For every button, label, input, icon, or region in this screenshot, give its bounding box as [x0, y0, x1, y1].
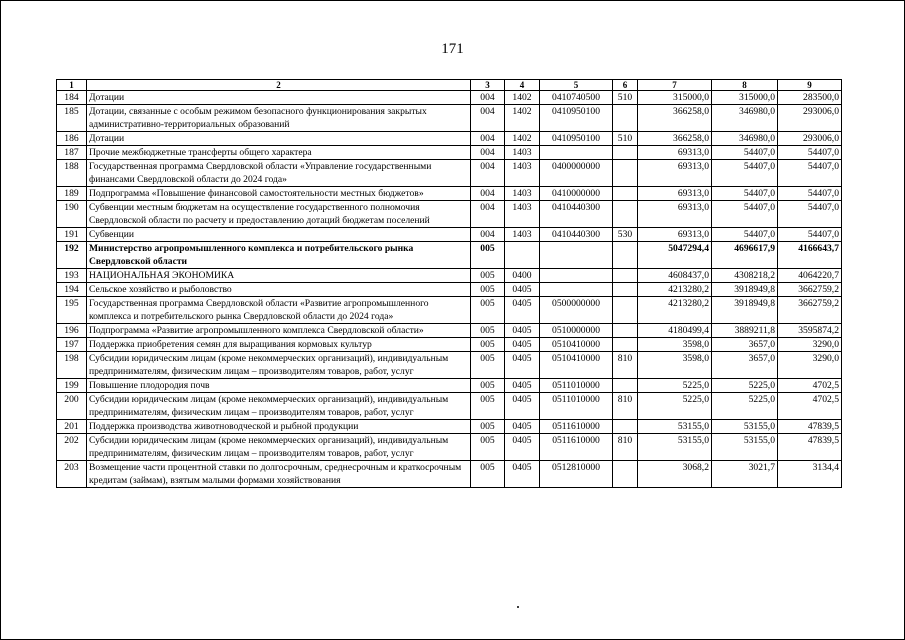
col3-code: 004 [471, 105, 505, 132]
col5-target-article: 0410440300 [540, 228, 613, 242]
amount-col8: 346980,0 [712, 105, 778, 132]
col-header: 9 [778, 80, 842, 91]
col4-section: 1403 [505, 146, 540, 160]
col4-section: 0400 [505, 269, 540, 283]
table-row [57, 269, 842, 283]
col6-expense-type: 810 [613, 352, 638, 379]
row-name: Дотации [87, 91, 471, 105]
amount-col8: 315000,0 [712, 91, 778, 105]
row-name: Поддержка приобретения семян для выращивания кормовых культур [87, 338, 471, 352]
table-row [57, 324, 842, 338]
row-number: 197 [57, 338, 87, 352]
amount-col7: 4180499,4 [638, 324, 712, 338]
row-number: 189 [57, 187, 87, 201]
table-row [57, 393, 842, 420]
amount-col7: 366258,0 [638, 132, 712, 146]
col4-section: 1402 [505, 132, 540, 146]
row-name: Поддержка производства животноводческой и рыбной продукции [87, 420, 471, 434]
col6-expense-type: 530 [613, 228, 638, 242]
col4-section: 0405 [505, 379, 540, 393]
amount-col9: 3290,0 [778, 352, 842, 379]
amount-col8: 54407,0 [712, 201, 778, 228]
row-number: 185 [57, 105, 87, 132]
col4-section [505, 242, 540, 269]
col3-code: 005 [471, 434, 505, 461]
amount-col8: 3657,0 [712, 338, 778, 352]
col4-section: 0405 [505, 352, 540, 379]
amount-col8: 54407,0 [712, 228, 778, 242]
col5-target-article: 0510000000 [540, 324, 613, 338]
col5-target-article: 0511610000 [540, 420, 613, 434]
row-number: 188 [57, 160, 87, 187]
amount-col8: 54407,0 [712, 146, 778, 160]
col6-expense-type [613, 420, 638, 434]
col6-expense-type [613, 160, 638, 187]
col5-target-article: 0511010000 [540, 379, 613, 393]
col-header: 6 [613, 80, 638, 91]
col5-target-article: 0410440300 [540, 201, 613, 228]
table-row [57, 379, 842, 393]
col6-expense-type [613, 461, 638, 488]
amount-col8: 3889211,8 [712, 324, 778, 338]
row-number: 203 [57, 461, 87, 488]
table-row [57, 105, 842, 132]
amount-col8: 54407,0 [712, 187, 778, 201]
col4-section: 1403 [505, 160, 540, 187]
row-number: 199 [57, 379, 87, 393]
amount-col8: 4696617,9 [712, 242, 778, 269]
col4-section: 0405 [505, 420, 540, 434]
row-number: 195 [57, 297, 87, 324]
col3-code: 004 [471, 201, 505, 228]
row-name: Прочие межбюджетные трансферты общего характера [87, 146, 471, 160]
col3-code: 005 [471, 242, 505, 269]
col6-expense-type [613, 297, 638, 324]
amount-col9: 54407,0 [778, 187, 842, 201]
col6-expense-type: 810 [613, 434, 638, 461]
col4-section: 0405 [505, 338, 540, 352]
amount-col8: 54407,0 [712, 160, 778, 187]
amount-col7: 4608437,0 [638, 269, 712, 283]
col5-target-article: 0511010000 [540, 393, 613, 420]
amount-col9: 54407,0 [778, 228, 842, 242]
row-number: 202 [57, 434, 87, 461]
col6-expense-type: 810 [613, 393, 638, 420]
amount-col9: 4702,5 [778, 379, 842, 393]
col3-code: 004 [471, 91, 505, 105]
col6-expense-type [613, 338, 638, 352]
row-number: 194 [57, 283, 87, 297]
amount-col7: 366258,0 [638, 105, 712, 132]
table-row [57, 228, 842, 242]
amount-col9: 3290,0 [778, 338, 842, 352]
col5-target-article [540, 269, 613, 283]
row-name: Субвенции местным бюджетам на осуществление государственного полномочия Свердловской области по расчету и предоставлению дотаций бюджетам поселений [87, 201, 471, 228]
amount-col8: 5225,0 [712, 393, 778, 420]
col3-code: 005 [471, 269, 505, 283]
amount-col7: 5225,0 [638, 379, 712, 393]
col-header: 3 [471, 80, 505, 91]
row-name: Подпрограмма «Повышение финансовой самостоятельности местных бюджетов» [87, 187, 471, 201]
col4-section: 0405 [505, 461, 540, 488]
col6-expense-type [613, 324, 638, 338]
row-number: 186 [57, 132, 87, 146]
col-header: 2 [87, 80, 471, 91]
col4-section: 1403 [505, 187, 540, 201]
col3-code: 004 [471, 132, 505, 146]
col-header: 1 [57, 80, 87, 91]
amount-col9: 293006,0 [778, 132, 842, 146]
table-row [57, 297, 842, 324]
amount-col8: 3918949,8 [712, 283, 778, 297]
table-row [57, 201, 842, 228]
amount-col7: 69313,0 [638, 187, 712, 201]
col4-section: 0405 [505, 393, 540, 420]
amount-col7: 69313,0 [638, 228, 712, 242]
row-name: Государственная программа Свердловской области «Управление государственными финансами Свердловской области до 2024 года» [87, 160, 471, 187]
table-row [57, 352, 842, 379]
amount-col8: 346980,0 [712, 132, 778, 146]
table-row [57, 338, 842, 352]
page-number: 171 [441, 41, 464, 57]
amount-col9: 4064220,7 [778, 269, 842, 283]
amount-col9: 293006,0 [778, 105, 842, 132]
amount-col8: 3918949,8 [712, 297, 778, 324]
col6-expense-type [613, 187, 638, 201]
table-row [57, 434, 842, 461]
amount-col9: 4702,5 [778, 393, 842, 420]
col-header: 5 [540, 80, 613, 91]
col5-target-article: 0500000000 [540, 297, 613, 324]
col5-target-article: 0410950100 [540, 132, 613, 146]
row-name: Повышение плодородия почв [87, 379, 471, 393]
col5-target-article: 0512810000 [540, 461, 613, 488]
col5-target-article: 0510410000 [540, 338, 613, 352]
row-number: 201 [57, 420, 87, 434]
amount-col8: 53155,0 [712, 434, 778, 461]
col6-expense-type: 510 [613, 132, 638, 146]
row-name: Субсидии юридическим лицам (кроме некоммерческих организаций), индивидуальным предпринимателям, физическим лицам – производителям товаров, работ, услуг [87, 393, 471, 420]
col3-code: 005 [471, 324, 505, 338]
col3-code: 004 [471, 160, 505, 187]
col-header: 8 [712, 80, 778, 91]
col4-section: 0405 [505, 434, 540, 461]
col4-section: 1402 [505, 91, 540, 105]
col6-expense-type [613, 283, 638, 297]
col5-target-article: 0510410000 [540, 352, 613, 379]
col3-code: 004 [471, 228, 505, 242]
amount-col7: 315000,0 [638, 91, 712, 105]
amount-col7: 5047294,4 [638, 242, 712, 269]
col3-code: 005 [471, 297, 505, 324]
col6-expense-type [613, 269, 638, 283]
amount-col9: 4166643,7 [778, 242, 842, 269]
col-header: 7 [638, 80, 712, 91]
row-number: 200 [57, 393, 87, 420]
table-row [57, 160, 842, 187]
col5-target-article [540, 242, 613, 269]
amount-col7: 53155,0 [638, 420, 712, 434]
amount-col7: 3598,0 [638, 338, 712, 352]
col3-code: 004 [471, 187, 505, 201]
amount-col7: 69313,0 [638, 146, 712, 160]
row-name: Министерство агропромышленного комплекса и потребительского рынка Свердловской области [87, 242, 471, 269]
amount-col8: 53155,0 [712, 420, 778, 434]
col6-expense-type [613, 105, 638, 132]
col-header: 4 [505, 80, 540, 91]
col5-target-article [540, 283, 613, 297]
row-name: Дотации [87, 132, 471, 146]
header-row [57, 80, 842, 91]
row-number: 192 [57, 242, 87, 269]
col4-section: 1403 [505, 228, 540, 242]
row-name: Государственная программа Свердловской области «Развитие агропромышленного комплекса и потребительского рынка Свердловской области до 2024 года» [87, 297, 471, 324]
amount-col7: 53155,0 [638, 434, 712, 461]
col5-target-article: 0410000000 [540, 187, 613, 201]
col4-section: 1402 [505, 105, 540, 132]
amount-col7: 3598,0 [638, 352, 712, 379]
col3-code: 005 [471, 379, 505, 393]
col4-section: 0405 [505, 324, 540, 338]
row-name: Субсидии юридическим лицам (кроме некоммерческих организаций), индивидуальным предпринимателям, физическим лицам – производителям товаров, работ, услуг [87, 352, 471, 379]
amount-col9: 54407,0 [778, 146, 842, 160]
budget-table [56, 79, 842, 488]
stray-dot [517, 606, 519, 608]
row-name: НАЦИОНАЛЬНАЯ ЭКОНОМИКА [87, 269, 471, 283]
row-number: 184 [57, 91, 87, 105]
amount-col9: 3662759,2 [778, 283, 842, 297]
col3-code: 004 [471, 146, 505, 160]
col4-section: 0405 [505, 297, 540, 324]
row-number: 187 [57, 146, 87, 160]
col3-code: 005 [471, 352, 505, 379]
col6-expense-type [613, 242, 638, 269]
col5-target-article: 0400000000 [540, 160, 613, 187]
table-row [57, 420, 842, 434]
table-row [57, 146, 842, 160]
table-row [57, 283, 842, 297]
col4-section: 1403 [505, 201, 540, 228]
col5-target-article [540, 146, 613, 160]
amount-col7: 4213280,2 [638, 283, 712, 297]
row-name: Подпрограмма «Развитие агропромышленного комплекса Свердловской области» [87, 324, 471, 338]
table-row [57, 132, 842, 146]
amount-col8: 3021,7 [712, 461, 778, 488]
row-name: Сельское хозяйство и рыболовство [87, 283, 471, 297]
col6-expense-type [613, 201, 638, 228]
col3-code: 005 [471, 461, 505, 488]
amount-col7: 69313,0 [638, 201, 712, 228]
col5-target-article: 0511610000 [540, 434, 613, 461]
amount-col9: 54407,0 [778, 160, 842, 187]
row-name: Субсидии юридическим лицам (кроме некоммерческих организаций), индивидуальным предпринимателям, физическим лицам – производителям товаров, работ, услуг [87, 434, 471, 461]
row-name: Дотации, связанные с особым режимом безопасного функционирования закрытых административно-территориальных образований [87, 105, 471, 132]
col6-expense-type: 510 [613, 91, 638, 105]
table-row [57, 187, 842, 201]
amount-col9: 283500,0 [778, 91, 842, 105]
table-row [57, 242, 842, 269]
col3-code: 005 [471, 338, 505, 352]
amount-col7: 69313,0 [638, 160, 712, 187]
amount-col9: 3595874,2 [778, 324, 842, 338]
amount-col9: 47839,5 [778, 420, 842, 434]
row-number: 196 [57, 324, 87, 338]
amount-col8: 3657,0 [712, 352, 778, 379]
row-name: Возмещение части процентной ставки по долгосрочным, среднесрочным и краткосрочным кредитам (займам), взятым малыми формами хозяйствования [87, 461, 471, 488]
row-number: 191 [57, 228, 87, 242]
col4-section: 0405 [505, 283, 540, 297]
col3-code: 005 [471, 283, 505, 297]
amount-col8: 5225,0 [712, 379, 778, 393]
amount-col9: 3662759,2 [778, 297, 842, 324]
col6-expense-type [613, 146, 638, 160]
amount-col7: 5225,0 [638, 393, 712, 420]
amount-col7: 4213280,2 [638, 297, 712, 324]
col6-expense-type [613, 379, 638, 393]
row-name: Субвенции [87, 228, 471, 242]
row-number: 198 [57, 352, 87, 379]
amount-col9: 3134,4 [778, 461, 842, 488]
col3-code: 005 [471, 420, 505, 434]
table-row [57, 91, 842, 105]
col5-target-article: 0410740500 [540, 91, 613, 105]
row-number: 190 [57, 201, 87, 228]
amount-col7: 3068,2 [638, 461, 712, 488]
col3-code: 005 [471, 393, 505, 420]
row-number: 193 [57, 269, 87, 283]
table-row [57, 461, 842, 488]
amount-col9: 47839,5 [778, 434, 842, 461]
col5-target-article: 0410950100 [540, 105, 613, 132]
amount-col8: 4308218,2 [712, 269, 778, 283]
amount-col9: 54407,0 [778, 201, 842, 228]
